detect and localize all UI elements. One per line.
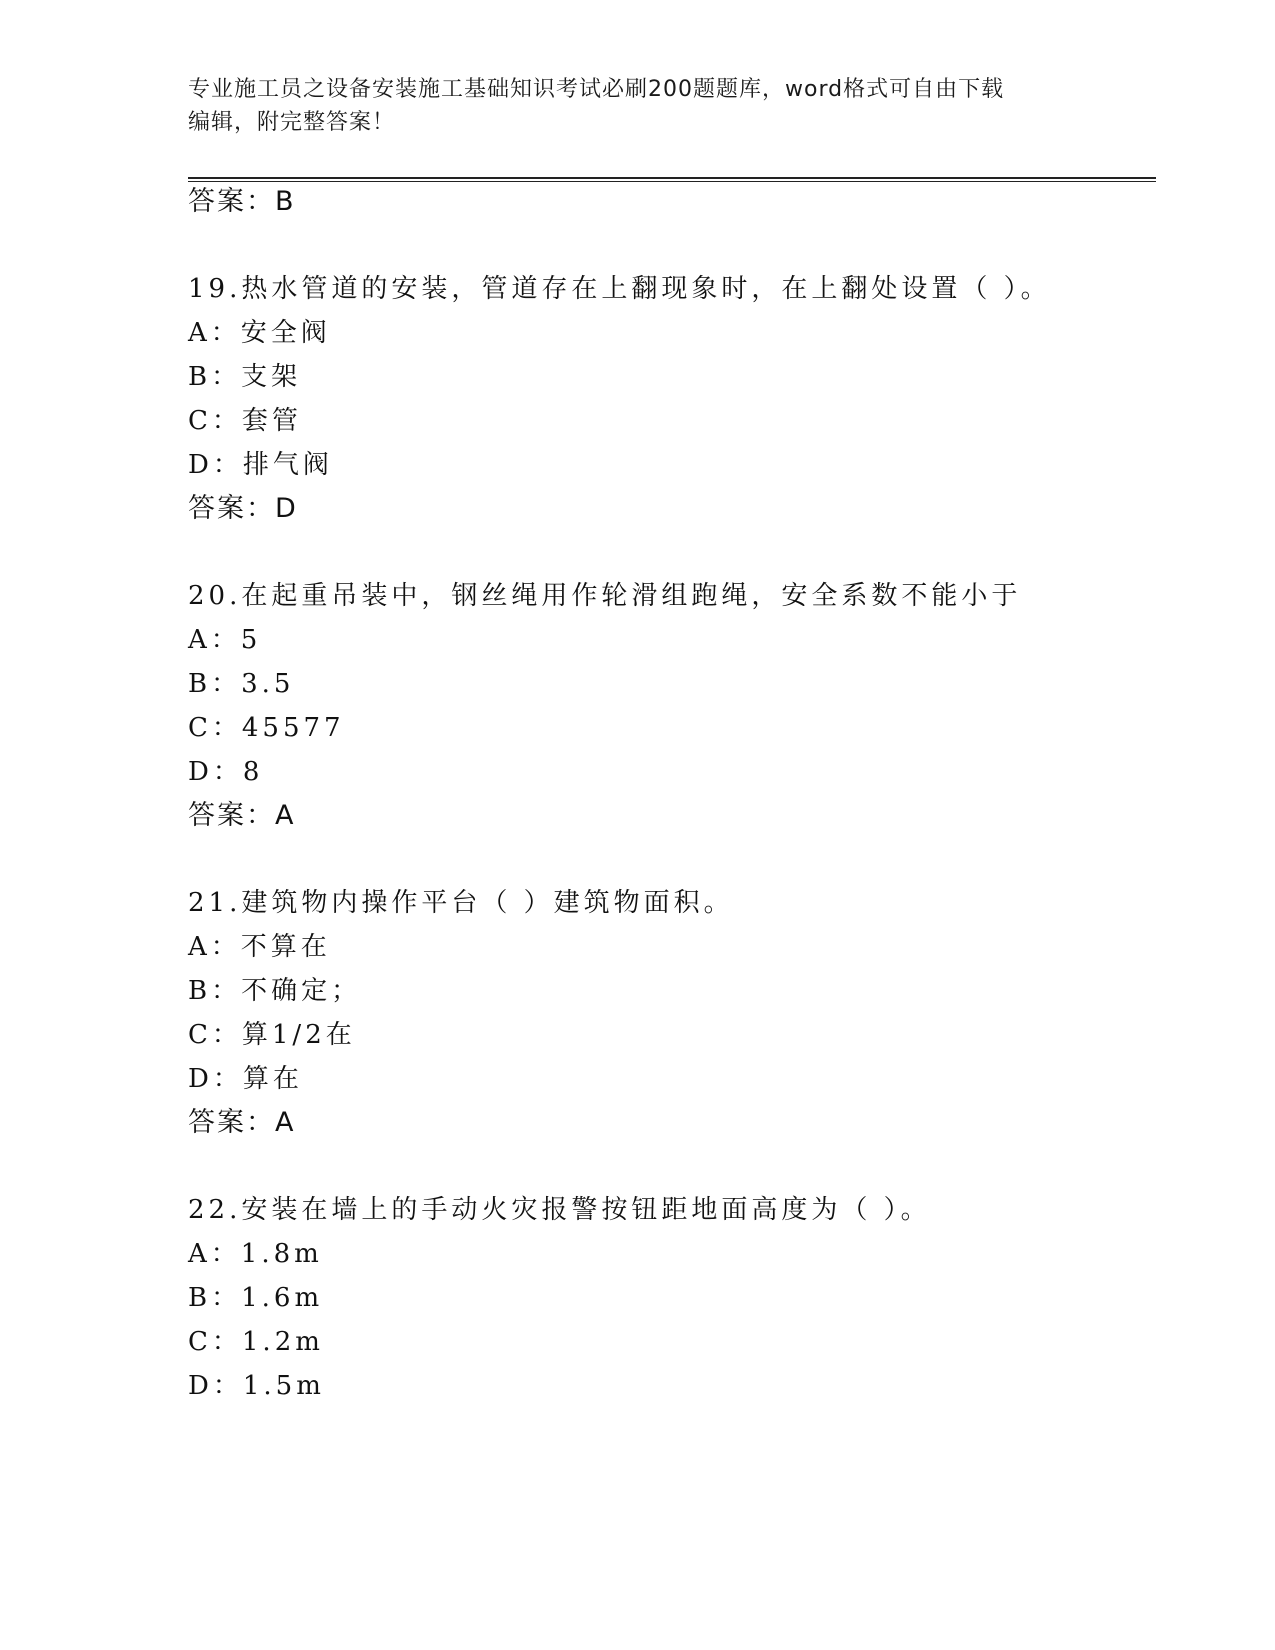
question-20-option-a: A：5 [188, 625, 262, 655]
header-divider [188, 177, 1156, 182]
question-19-stem: 19.热水管道的安装，管道存在上翻现象时，在上翻处设置（ ）。 [188, 274, 1051, 304]
question-21-option-b: B：不确定； [188, 976, 362, 1006]
header-title-line-1: 专业施工员之设备安装施工基础知识考试必刷200题题库，word格式可自由下载 [188, 77, 1005, 102]
question-20-option-b: B：3.5 [188, 669, 295, 699]
question-19-option-b: B：支架 [188, 362, 302, 392]
question-19-option-c: C：套管 [188, 406, 302, 436]
document-header [188, 73, 1088, 139]
question-22-option-d: D：1.5m [188, 1371, 325, 1401]
question-21-stem: 21.建筑物内操作平台（ ）建筑物面积。 [188, 888, 734, 918]
question-22-option-b: B：1.6m [188, 1283, 324, 1313]
question-21-option-a: A：不算在 [188, 932, 331, 962]
question-22-stem: 22.安装在墙上的手动火灾报警按钮距地面高度为（ ）。 [188, 1195, 931, 1225]
question-21-answer: 答案：A [188, 1107, 296, 1138]
question-21-option-d: D：算在 [188, 1064, 303, 1094]
header-title-line-2: 编辑，附完整答案！ [188, 110, 396, 135]
question-20-stem: 20.在起重吊装中，钢丝绳用作轮滑组跑绳，安全系数不能小于 [188, 581, 1022, 611]
previous-answer: 答案：B [188, 186, 296, 217]
question-20-option-d: D：8 [188, 757, 264, 787]
question-21-option-c: C：算1/2在 [188, 1020, 356, 1050]
question-20-option-c: C：45577 [188, 713, 345, 743]
question-20-answer: 答案：A [188, 800, 296, 831]
question-22-option-a: A：1.8m [188, 1239, 323, 1269]
question-19-option-d: D：排气阀 [188, 450, 333, 480]
question-22-option-c: C：1.2m [188, 1327, 324, 1357]
question-19-option-a: A：安全阀 [188, 318, 331, 348]
question-19-answer: 答案：D [188, 493, 298, 524]
